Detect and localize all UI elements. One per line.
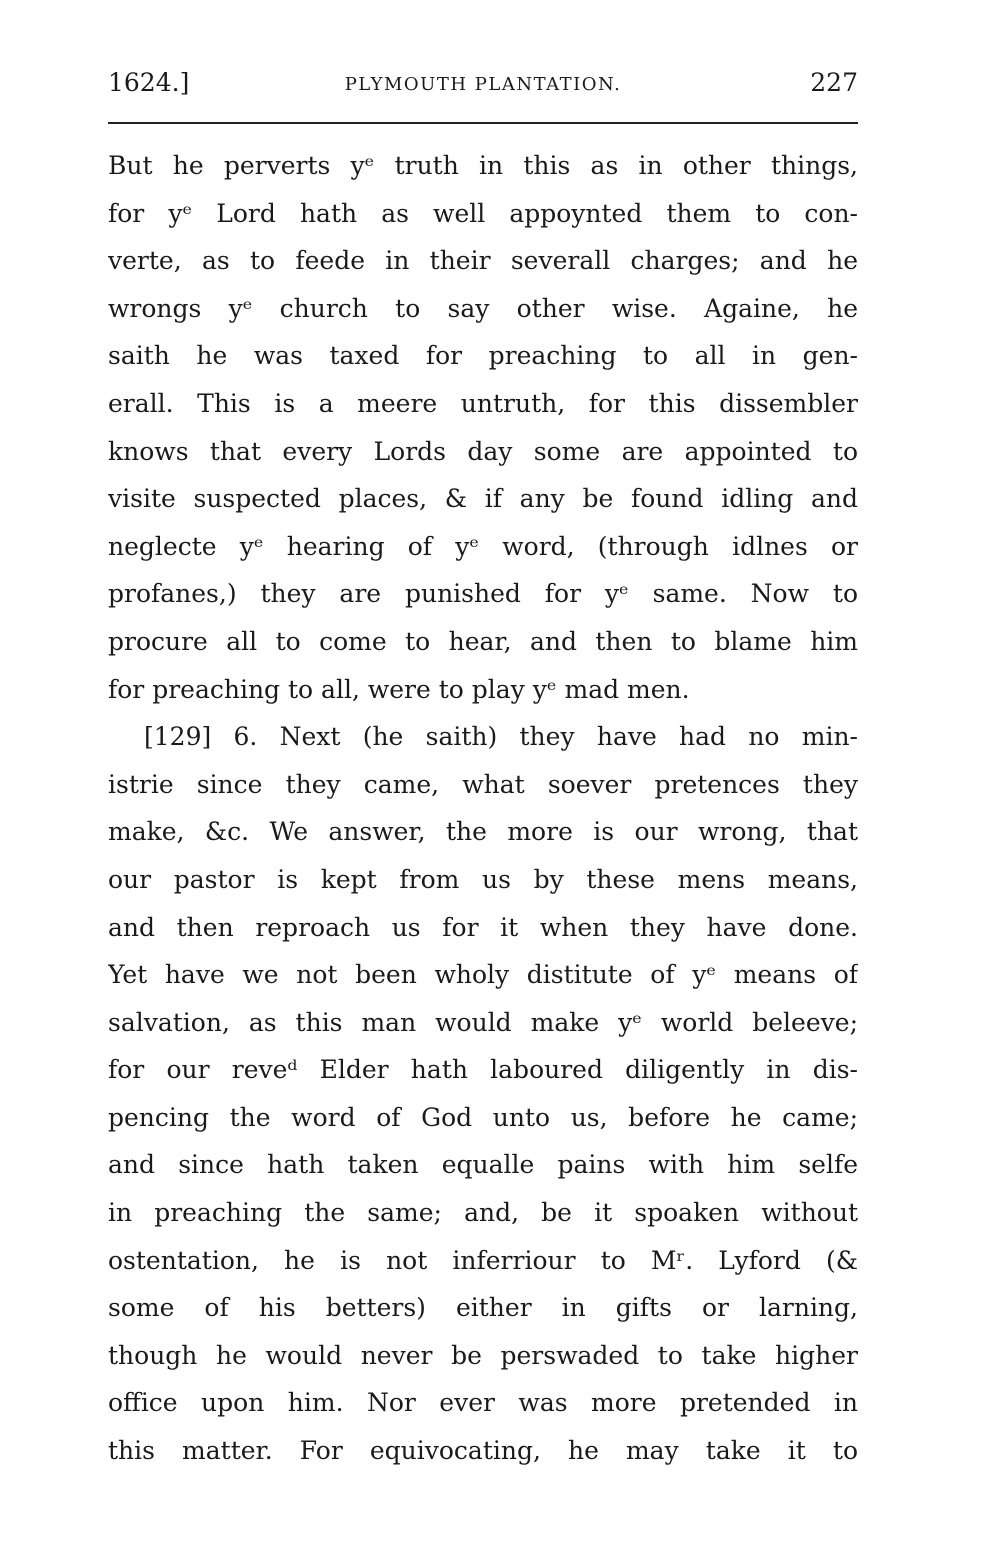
text-line: saith he was taxed for preaching to all in gen- (108, 341, 858, 371)
text-line: Yet have we not been wholy distitute of yᵉ means of (108, 960, 858, 990)
text-line: procure all to come to hear, and then to blame him (108, 626, 858, 656)
text-line: though he would never be perswaded to take higher (108, 1340, 858, 1370)
text-line: ostentation, he is not inferriour to Mʳ. Lyford (& (108, 1245, 858, 1275)
text-line: for our reveᵈ Elder hath laboured diligently in dis- (108, 1055, 858, 1085)
text-line: wrongs yᵉ church to say other wise. Againe, he (108, 293, 858, 323)
text-line: and then reproach us for it when they have done. (108, 912, 858, 942)
text-line: for preaching to all, were to play yᵉ mad men. (108, 674, 690, 704)
body-text (108, 142, 858, 1475)
header-title: PLYMOUTH PLANTATION. (344, 74, 622, 95)
text-line: [129] 6. Next (he saith) they have had no min- (144, 722, 858, 752)
header-rule (108, 122, 858, 124)
text-line: neglecte yᵉ hearing of yᵉ word, (through idlnes or (108, 531, 858, 561)
text-line: erall. This is a meere untruth, for this dissembler (108, 388, 858, 418)
text-line: salvation, as this man would make yᵉ world beleeve; (108, 1007, 858, 1037)
text-line: some of his betters) either in gifts or larning, (108, 1293, 858, 1323)
text-line: profanes,) they are punished for yᵉ same. Now to (108, 579, 858, 609)
text-line: and since hath taken equalle pains with him selfe (108, 1150, 858, 1180)
text-line: this matter. For equivocating, he may take it to (108, 1436, 858, 1466)
text-line: pencing the word of God unto us, before he came; (108, 1102, 858, 1132)
page-number: 227 (810, 68, 858, 97)
text-line: istrie since they came, what soever pretences they (108, 769, 858, 799)
text-line: our pastor is kept from us by these mens means, (108, 864, 858, 894)
text-line: for yᵉ Lord hath as well appoynted them to con- (108, 198, 858, 228)
text-line: knows that every Lords day some are appointed to (108, 436, 858, 466)
header-year: 1624.] (108, 68, 190, 97)
text-line: in preaching the same; and, be it spoaken without (108, 1198, 858, 1228)
text-line: verte, as to feede in their severall charges; and he (108, 246, 858, 276)
text-line: But he perverts yᵉ truth in this as in other things, (108, 151, 858, 180)
text-line: visite suspected places, & if any be found idling and (108, 484, 858, 514)
text-line: make, &c. We answer, the more is our wrong, that (108, 817, 858, 847)
text-line: office upon him. Nor ever was more pretended in (108, 1388, 858, 1418)
running-header (108, 68, 858, 108)
